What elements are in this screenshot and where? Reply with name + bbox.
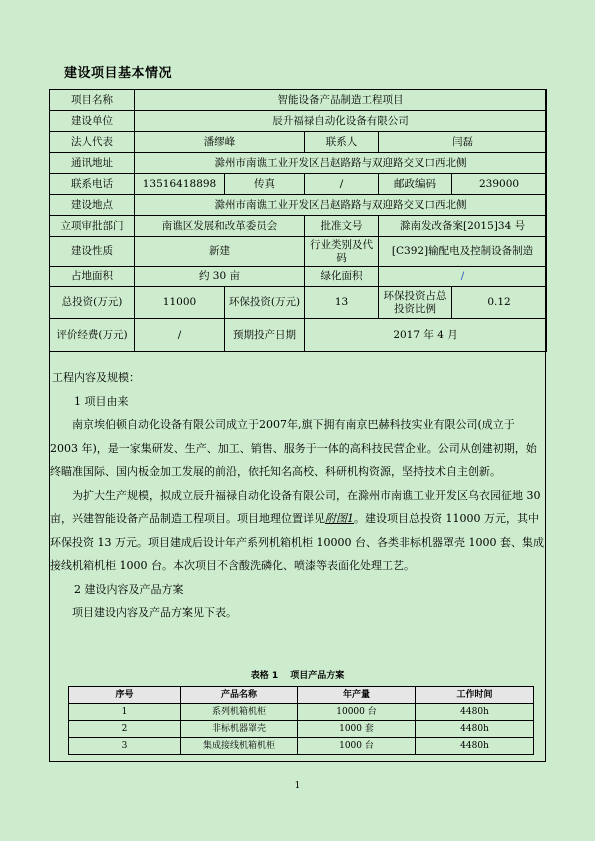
green-value: /: [379, 267, 547, 287]
header-output: 年产量: [298, 687, 416, 704]
project-name-value: 智能设备产品制造工程项目: [135, 90, 547, 111]
approval-no-value: 滁南发改备案[2015]34 号: [379, 216, 547, 237]
header-product: 产品名称: [181, 687, 298, 704]
table-caption: 表格 1 项目产品方案: [250, 671, 345, 681]
figure-1-link[interactable]: 附图1: [325, 512, 354, 525]
approval-no-label: 批准文号: [305, 216, 379, 237]
table-row: [69, 704, 534, 721]
paragraph-2-start: 为扩大生产规模，拟成立辰升福禄自动化设备有限公司，在滁州市南谯工业开发区乌衣园征地 30 亩，兴建智能设备产品制造工程项目。项目地理位置详见: [50, 488, 541, 525]
postcode-label: 邮政编码: [379, 174, 452, 195]
row-product: 系列机箱机柜: [181, 704, 298, 721]
phone-value: 13516418898: [135, 174, 225, 195]
row-hours: 4480h: [416, 704, 534, 721]
postcode-value: 239000: [452, 174, 547, 195]
section-1-paragraph-1: 南京埃伯顿自动化设备有限公司成立于2007年,旗下拥有南京巴赫科技实业有限公司(成立于 2003 年)，是一家集研发、生产、加工、销售、服务于一体的高科技民营企业。公司从创建初期，始终瞄准国际、国内板金加工发展的前沿，依托知名高校、科研机构资源，坚持技术自主创新。: [50, 418, 537, 478]
prod-date-label: 预期投产日期: [225, 319, 305, 352]
env-ratio-label: 环保投资占总投资比例: [379, 287, 452, 319]
row-hours: 4480h: [416, 721, 534, 738]
green-label: 绿化面积: [305, 267, 379, 287]
paragraph-2-end: 。建设项目总投资 11000 万元，其中环保投资 13 万元。项目建成后设计年产系列机箱机柜 10000 台、各类非标机器罩壳 1000 套、集成接线机箱机柜 1000 台。本次项目不含酸洗磷化、喷漆等表面化处理工艺。: [50, 512, 544, 572]
env-invest-label: 环保投资(万元): [225, 287, 305, 319]
nature-label: 建设性质: [50, 237, 135, 267]
table-row: [69, 721, 534, 738]
section-1-paragraph-2: [50, 484, 544, 578]
invest-label: 总投资(万元): [50, 287, 135, 319]
header-no: 序号: [69, 687, 181, 704]
contact-label: 联系人: [305, 132, 379, 153]
fax-label: 传真: [225, 174, 305, 195]
address-label: 通讯地址: [50, 153, 135, 174]
site-label: 建设地点: [50, 195, 135, 216]
row-output: 1000 套: [298, 721, 416, 738]
row-output: 1000 台: [298, 738, 416, 755]
section-2-title: 2 建设内容及产品方案: [74, 582, 184, 596]
row-output: 10000 台: [298, 704, 416, 721]
legal-rep-label: 法人代表: [50, 132, 135, 153]
prod-date-value: 2017 年 4 月: [305, 319, 547, 352]
phone-label: 联系电话: [50, 174, 135, 195]
content-heading: 工程内容及规模：: [52, 371, 140, 384]
row-hours: 4480h: [416, 738, 534, 755]
unit-label: 建设单位: [50, 111, 135, 132]
row-no: 2: [69, 721, 181, 738]
fax-value: /: [305, 174, 379, 195]
address-value: 滁州市南谯工业开发区吕赵路路与双迎路交叉口西北侧: [135, 153, 547, 174]
area-value: 约 30 亩: [135, 267, 305, 287]
eval-fee-value: /: [135, 319, 225, 352]
legal-rep-value: 潘缪峰: [135, 132, 305, 153]
product-table: [68, 686, 534, 755]
industry-label: 行业类别及代码: [305, 237, 379, 267]
row-no: 1: [69, 704, 181, 721]
product-table-header: [69, 687, 534, 704]
section-1-title: 1 项目由来: [74, 394, 129, 408]
invest-value: 11000: [135, 287, 225, 319]
page-title: 建设项目基本情况: [64, 66, 173, 81]
header-hours: 工作时间: [416, 687, 534, 704]
section-2-paragraph-1: 项目建设内容及产品方案见下表。: [72, 606, 237, 619]
row-product: 集成接线机箱机柜: [181, 738, 298, 755]
approval-dept-value: 南谯区发展和改革委员会: [135, 216, 305, 237]
unit-value: 辰升福禄自动化设备有限公司: [135, 111, 547, 132]
env-invest-value: 13: [305, 287, 379, 319]
project-name-label: 项目名称: [50, 90, 135, 111]
env-ratio-value: 0.12: [452, 287, 547, 319]
area-label: 占地面积: [50, 267, 135, 287]
industry-value: [C392]输配电及控制设备制造: [379, 237, 547, 267]
eval-fee-label: 评价经费(万元): [50, 319, 135, 352]
basic-info-table: [49, 89, 547, 352]
page-number: 1: [294, 781, 301, 791]
row-no: 3: [69, 738, 181, 755]
approval-dept-label: 立项审批部门: [50, 216, 135, 237]
contact-value: 闫磊: [379, 132, 547, 153]
row-product: 非标机器罩壳: [181, 721, 298, 738]
site-value: 滁州市南谯工业开发区吕赵路路与双迎路交叉口西北侧: [135, 195, 547, 216]
table-row: [69, 738, 534, 755]
nature-value: 新建: [135, 237, 305, 267]
project-content: [50, 366, 544, 625]
